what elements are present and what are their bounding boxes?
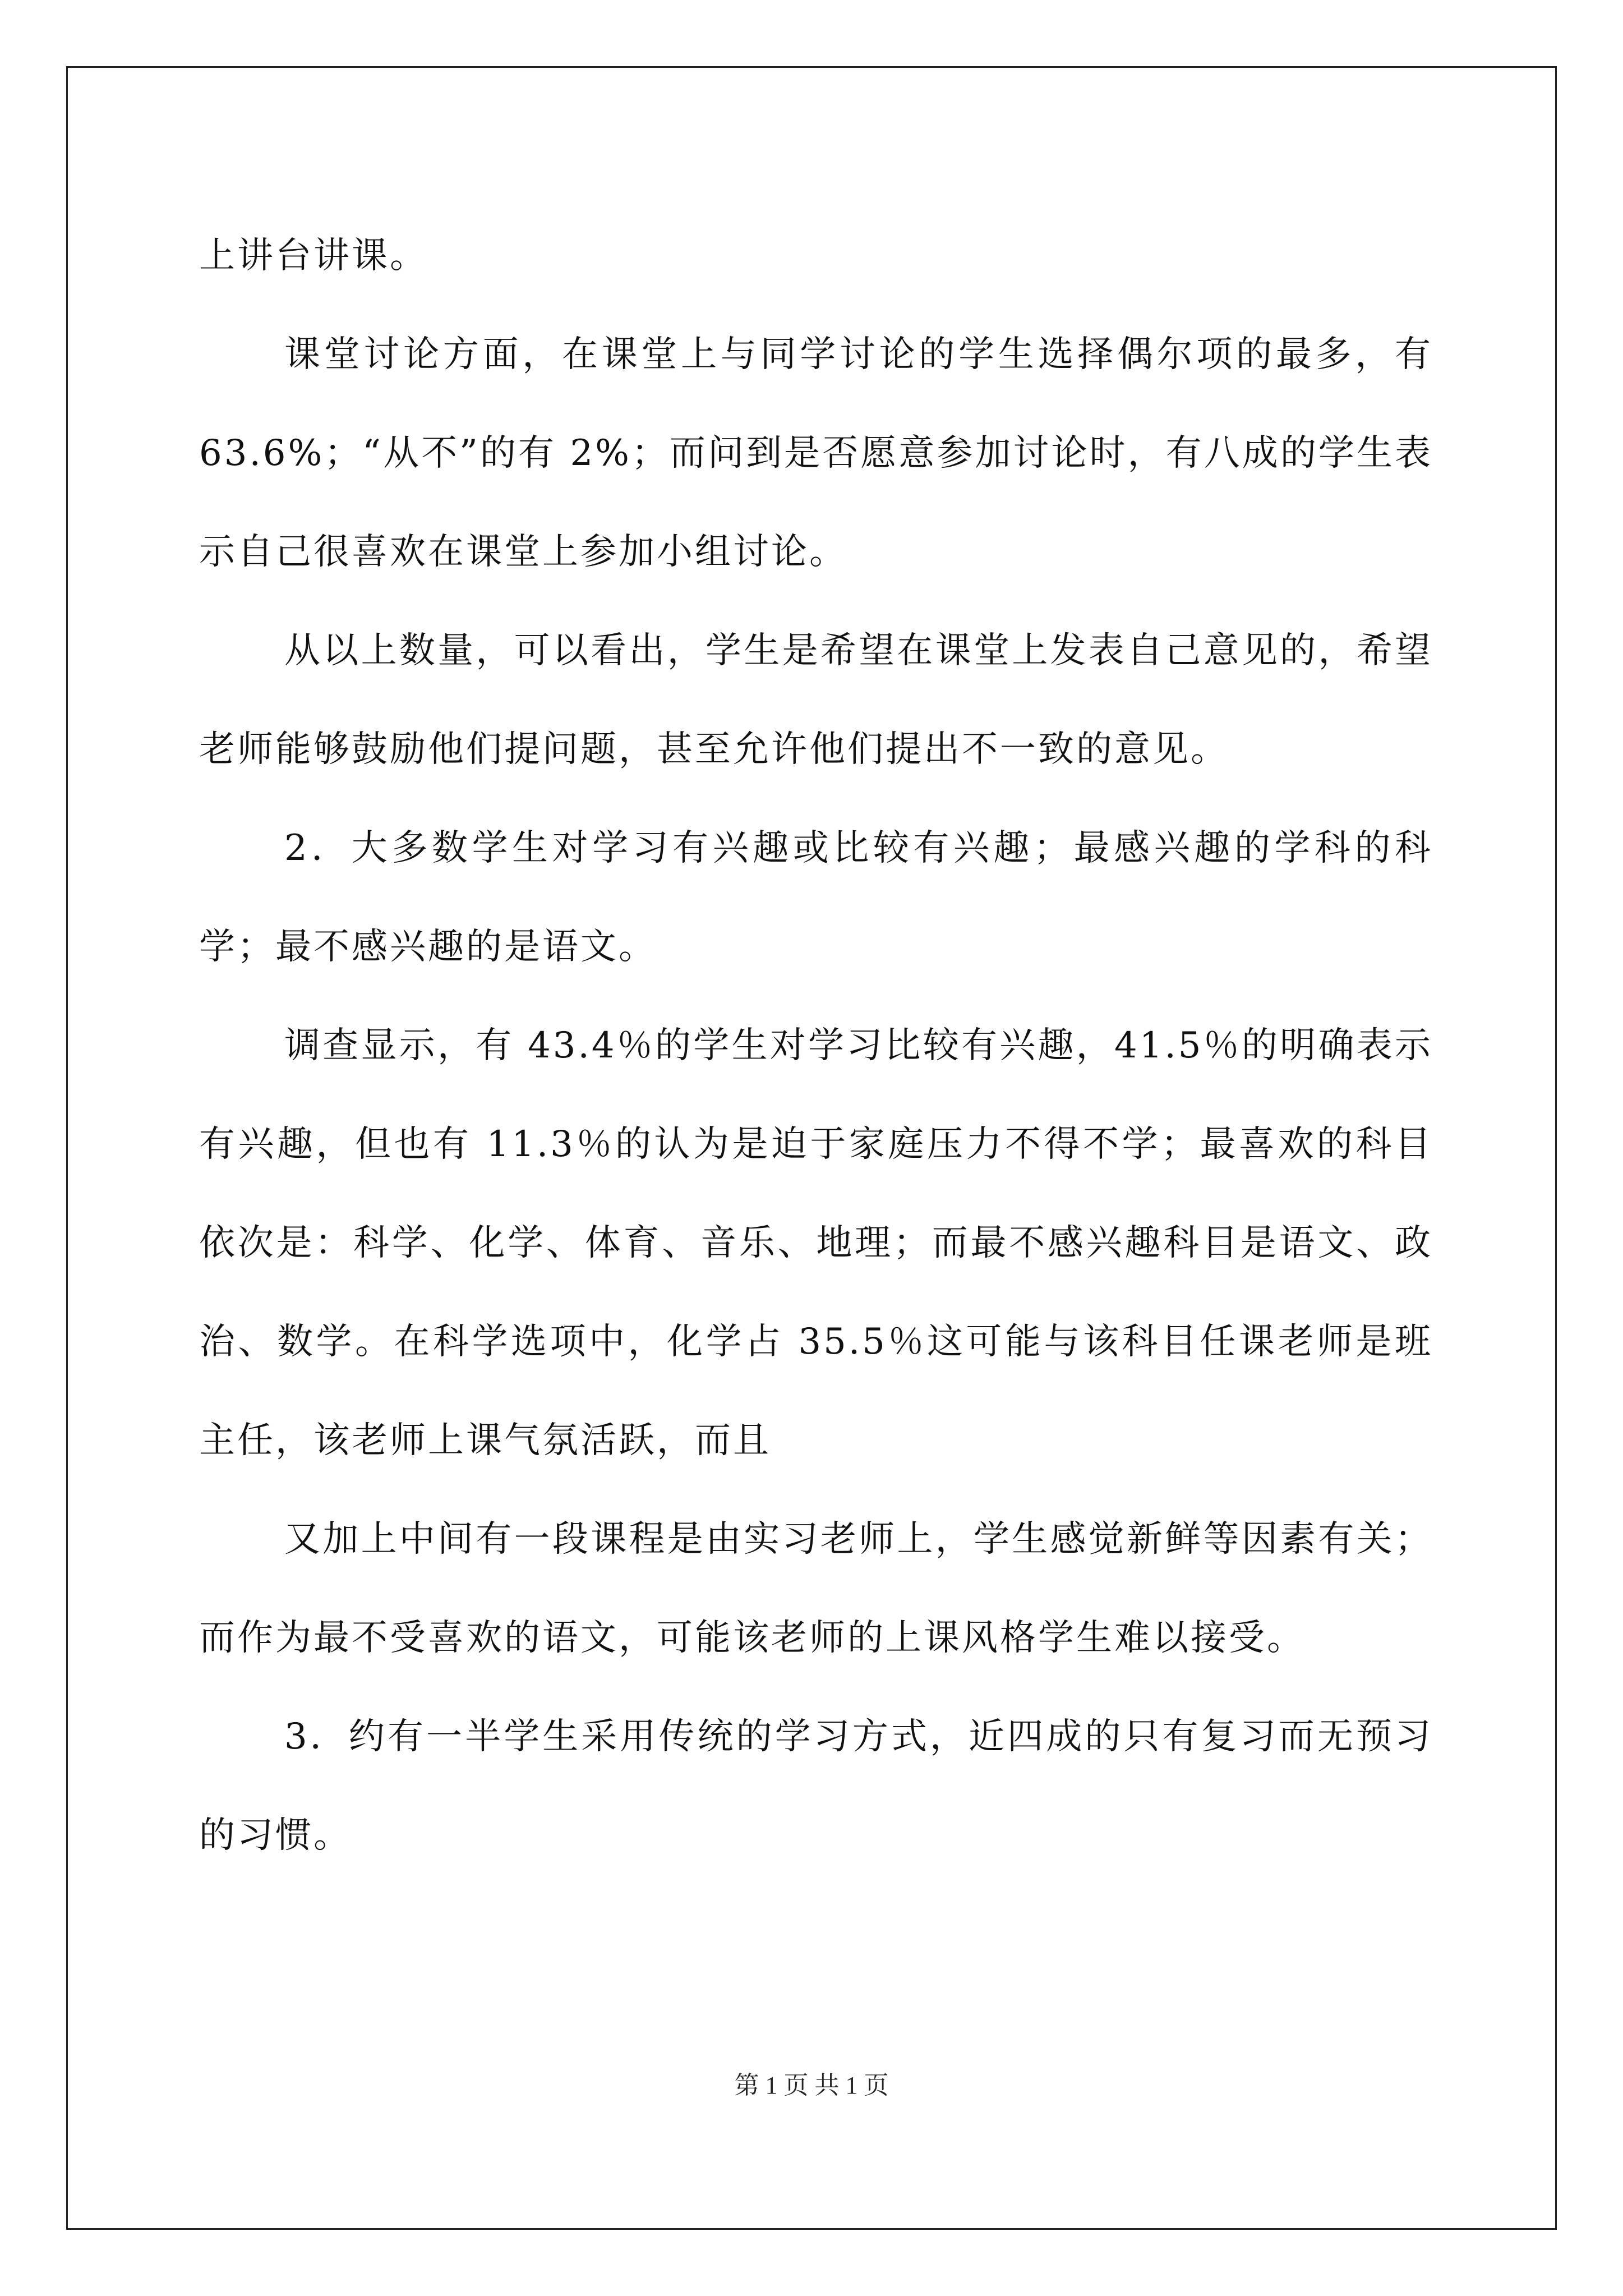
paragraph: 课堂讨论方面，在课堂上与同学讨论的学生选择偶尔项的最多，有 63.6%；“从不”的有 2%；而问到是否愿意参加讨论时，有八成的学生表示自己很喜欢在课堂上参加小组讨论。	[199, 334, 1433, 573]
paragraph: 2．大多数学生对学习有兴趣或比较有兴趣；最感兴趣的学科的科学；最不感兴趣的是语文。	[199, 827, 1433, 968]
paragraph: 又加上中间有一段课程是由实习老师上，学生感觉新鲜等因素有关；而作为最不受喜欢的语文，可能该老师的上课风格学生难以接受。	[199, 1519, 1433, 1659]
document-body	[199, 206, 1433, 1885]
paragraph: 从以上数量，可以看出，学生是希望在课堂上发表自己意见的，希望老师能够鼓励他们提问题，甚至允许他们提出不一致的意见。	[199, 630, 1433, 770]
paragraph: 调查显示，有 43.4％的学生对学习比较有兴趣，41.5％的明确表示有兴趣，但也有 11.3％的认为是迫于家庭压力不得不学；最喜欢的科目依次是：科学、化学、体育、音乐、地理；而最不感兴趣科目是语文、政治、数学。在科学选项中，化学占 35.5％这可能与该科目任课老师是班主任，该老师上课气氛活跃，而且	[199, 1025, 1433, 1461]
paragraph: 上讲台讲课。	[199, 235, 428, 277]
paragraph: 3．约有一半学生采用传统的学习方式，近四成的只有复习而无预习的习惯。	[199, 1716, 1433, 1856]
page-footer: 第 1 页 共 1 页	[734, 2072, 889, 2099]
